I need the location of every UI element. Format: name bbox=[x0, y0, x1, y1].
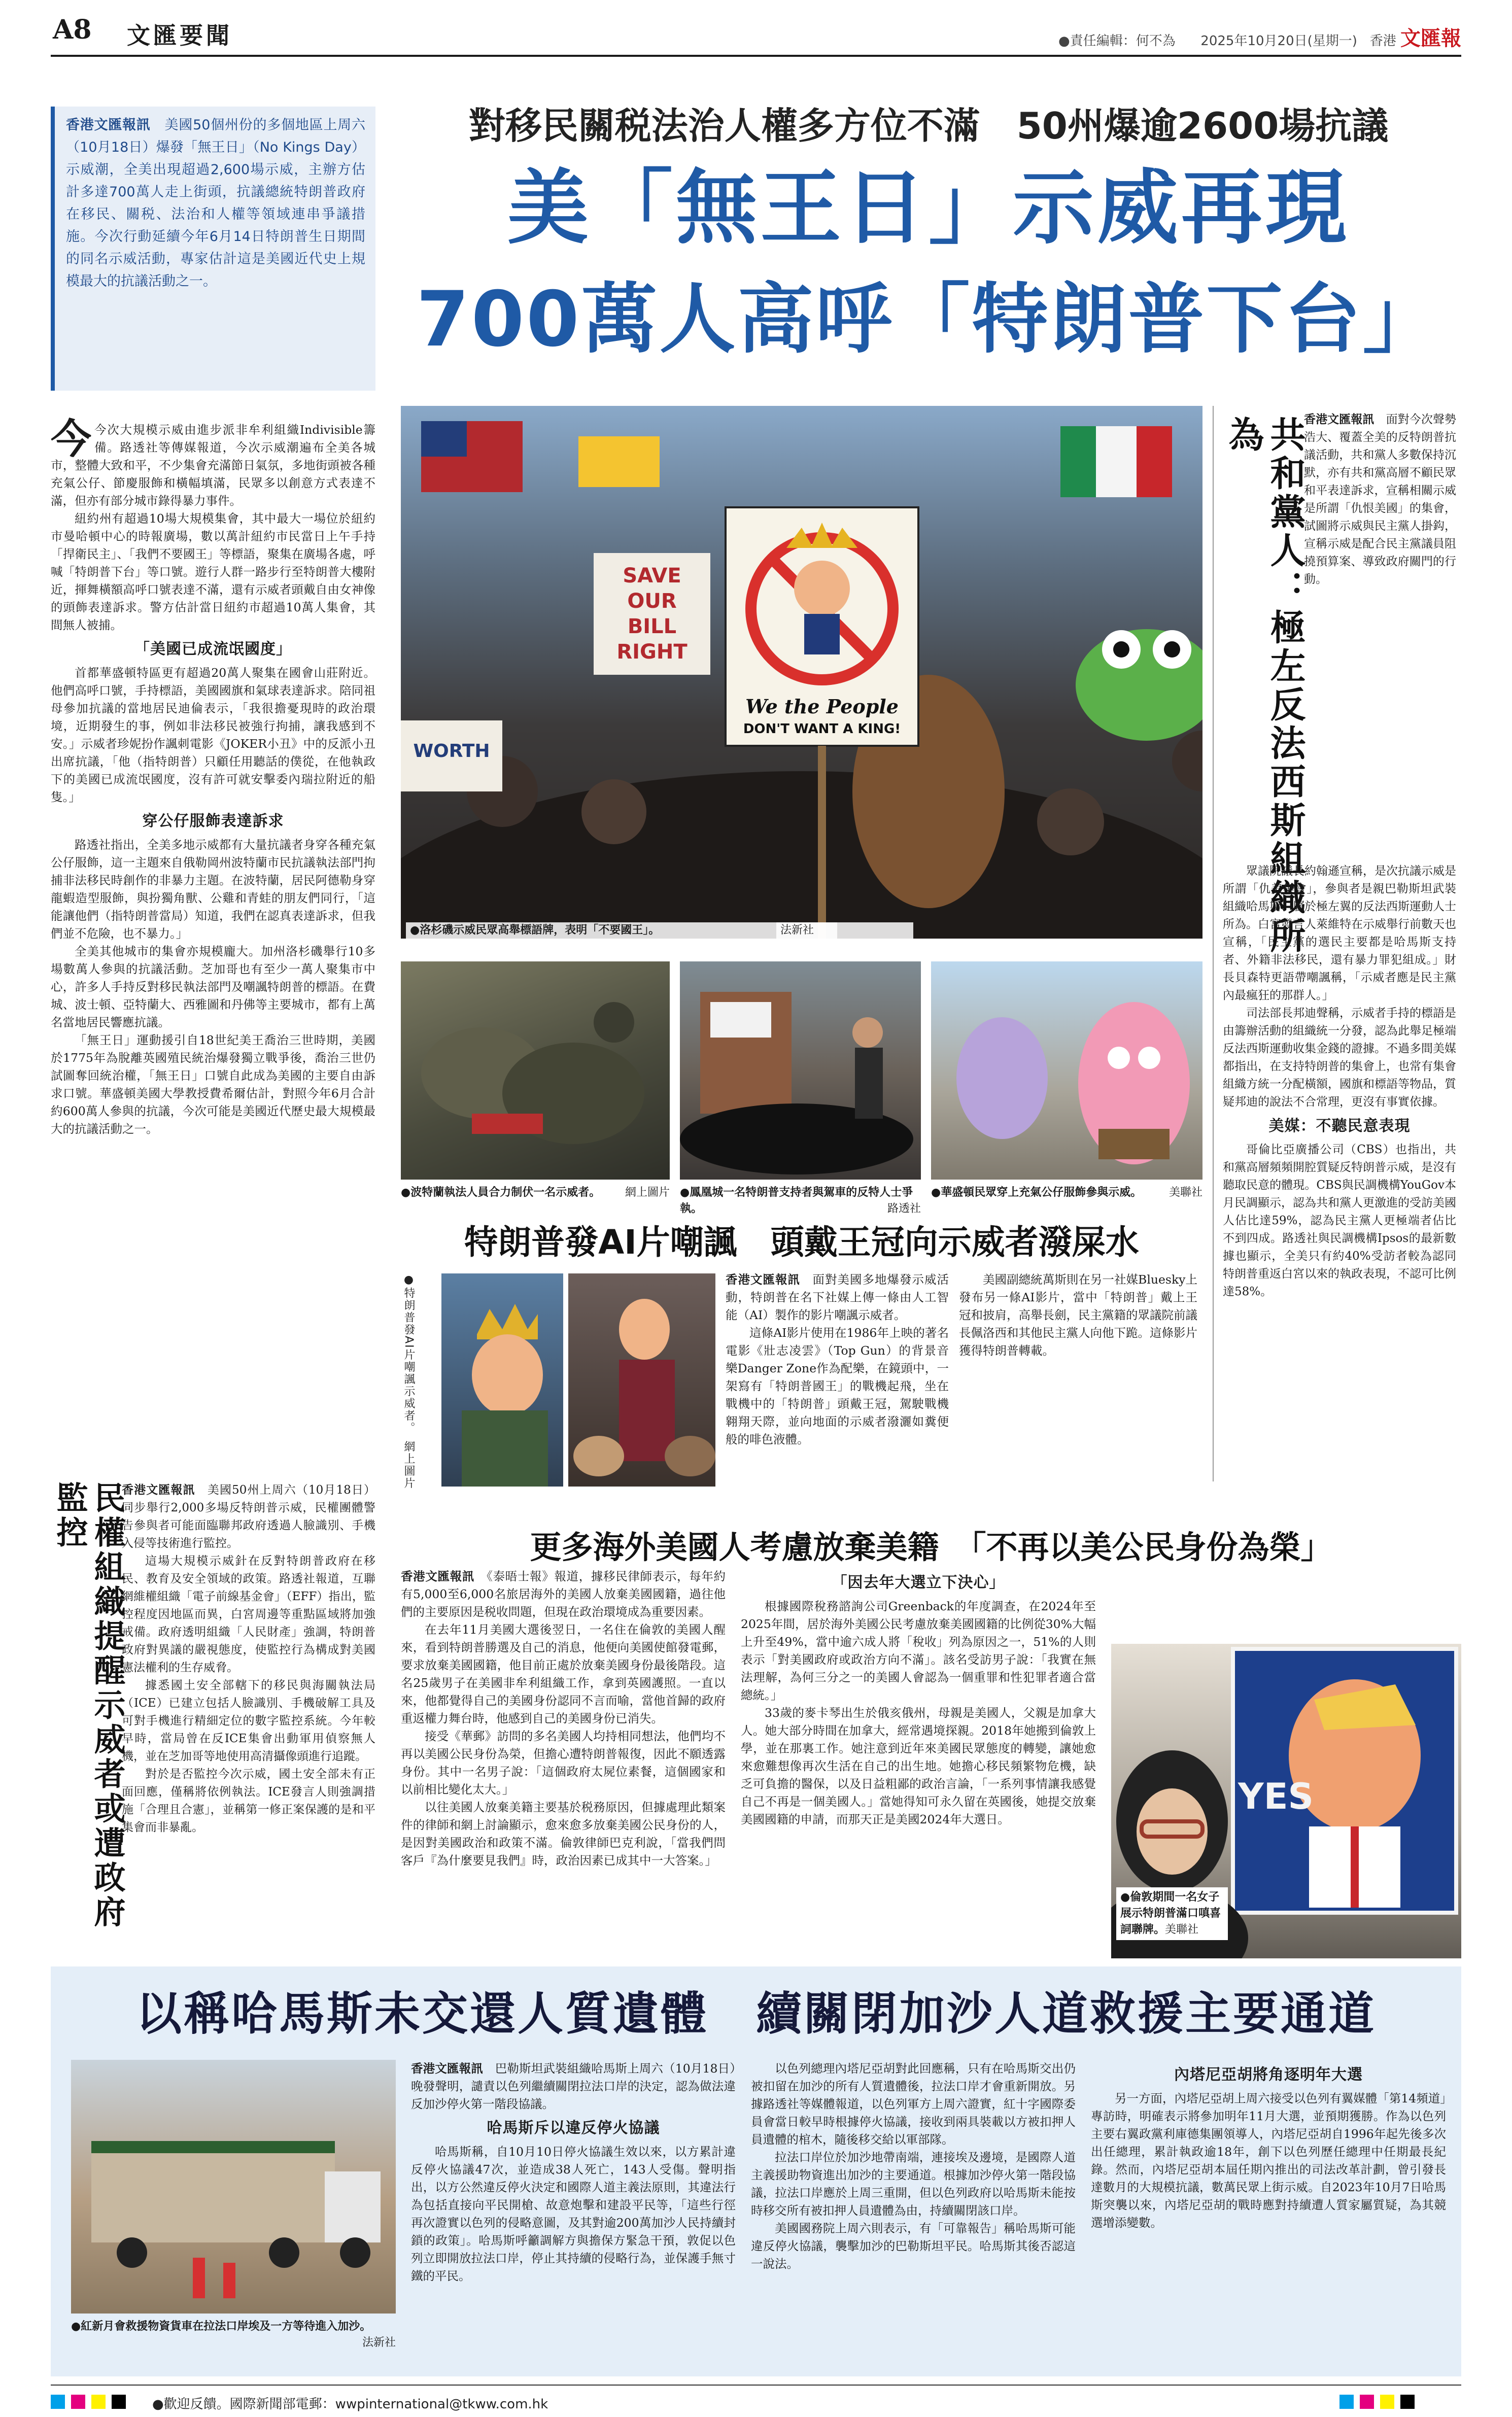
color-swatch-magenta bbox=[1360, 2395, 1374, 2409]
body-paragraph: 對於是否監控今次示威，國土安全部未有正面回應，僅稱將依例執法。ICE發言人則強調措施「合理且合憲」，並稱第一修正案保護的是和平集會而非暴亂。 bbox=[122, 1768, 375, 1834]
crowned-pilot-illustration bbox=[441, 1273, 563, 1487]
subhead: 「因去年大選立下決心」 bbox=[832, 1574, 1005, 1592]
subhead: 穿公仔服飾表達訴求 bbox=[142, 812, 284, 830]
issue-date: 2025年10月20日(星期一) bbox=[1200, 33, 1357, 49]
rafah-photo-caption: ●紅新月會救援物資貨車在拉法口岸埃及一方等待進入加沙。 法新社 bbox=[71, 2320, 396, 2349]
color-swatch-magenta bbox=[71, 2395, 85, 2409]
drop-cap: 今 bbox=[51, 415, 91, 463]
header-rule bbox=[51, 55, 1461, 57]
citizenship-body-2 bbox=[741, 1568, 1096, 1828]
body-paragraph: 另一方面，內塔尼亞胡上周六接受以色列有翼媒體「第14頻道」專訪時，明確表示將參加明年11月大選，並預期獲勝。作為以色列主要右翼政黨利庫德集團領導人，內塔尼亞胡自1996年起先後多次出任總理，累計執政逾18年，創下以色列歷任總理中任期最長紀錄。然而，內塔尼亞胡本屆任期內推出的司法改革計劃，曾引發長達數月的大規模抗議，數萬民眾上街示威。自2023年10月7日哈馬斯突襲以來，內塔尼亞胡的戰時應對持續遭人質家屬質疑，為其競選增添變數。 bbox=[1091, 2091, 1446, 2230]
body-paragraph: 根據國際稅務諮詢公司Greenback的年度調查，在2024年至2025年間，居於海外美國公民考慮放棄美國國籍的比例從30%大幅上升至49%，當中逾六成人將「稅收」列為原因之一，51%的人則表示「對美國政府或政治方向不滿」。該名受訪男子說：「我實在無法理解，為何三分之一的美國人會認為一個重罪和性犯罪者適合當總統。」 bbox=[741, 1599, 1096, 1702]
body-paragraph: 以色列總理內塔尼亞胡對此回應稱，只有在哈馬斯交出仍被扣留在加沙的所有人質遺體後，拉法口岸才會重新開放。另據路透社等媒體報道，以色列軍方上周六證實，紅十字國際委員會當日較早時根據停火協議，接收到兩具裝載以方被扣押人員遺體的棺木，隨後移交給以軍部隊。 bbox=[751, 2061, 1076, 2147]
portland-photo-caption: ●波特蘭執法人員合力制伏一名示威者。 網上圖片 bbox=[401, 1186, 670, 1199]
body-paragraph: 接受《華郵》訪問的多名美國人均持相同想法，他們均不再以美國公民身份為榮，但擔心遭特朗普報復，因此不願透露身份。其中一名男子說：「這個政府太屍位素餐，這個國家和以前相比變化太大。」 bbox=[401, 1729, 726, 1797]
intro-body: 美國50個州份的多個地區上周六（10月18日）爆發「無王日」（No Kings Day）示威潮，全美出現超過2,600場示威，主辦方估計多達700萬人走上街頭，抗議總統特朗普政府在移民、關税、法治和人權等領域連串爭議措施。今次行動延續今年6月14日特朗普生日期間的同名示威活動，專家估計這是美國近代史上規模最大的抗議活動之一。 bbox=[66, 117, 366, 289]
citizenship-body-1: 香港文匯報訊 《泰晤士報》報道，據移民律師表示，每年約有5,000至6,000名旅居海外的美國人放棄美國國籍，過往他們的主要原因是税收問題，但現在政治環境成為重要因素。 在去年11月美國大選後翌日，一名住在倫敦的美國人醒來，看到特朗普勝選及自己的消息，他便向美國使館發電郵，要求放棄美國國籍，他目前正處於放棄美國身份最後階段。這名25歲男子在美國非牟利組織工作，拿到英國護照。一直以來，他都覺得自己的美國身份認同不言而喻，當他首歸的政府重返權力舞台時，他感到自己的美國身份已消失。 接受《華郵》訪問的多名美國人均持相同想法，他們均不再以美國公民身份為榮，但擔心遭特朗普報復，因此不願透露身份。其中一名男子說：「這個政府太屍位素餐，這個國家和以前相比變化太大。」 以往美國人放棄美籍主要基於税務原因，但據處理此類案件的律師和網上討論顯示，愈來愈多放棄美國公民身份的人，是因對美國政治和政策不滿。倫敦律師巴克利說，「當我們問客戶『為什麼要見我們』時，政治因素已成其中一大答案。」 bbox=[401, 1568, 726, 1870]
portland-photo bbox=[401, 961, 670, 1180]
body-paragraph: 哥倫比亞廣播公司（CBS）也指出，共和黨高層頻頻開腔質疑反特朗普示威，是沒有聽取民意的體現。CBS與民調機構YouGov本月民調顯示，認為共和黨人更激進的受訪美國人佔比達59%，認為民主黨人更極端者佔比不到四成。路透社與民調機構Ipsos的最新數據也顯示，全美只有約40%受訪者較為認同特朗普重返白宮以來的執政表現，不認可比例達58%。 bbox=[1223, 1143, 1456, 1298]
body-paragraph: 美國副總統萬斯則在另一社媒Bluesky上發布另一條AI影片，當中「特朗普」戴上王冠和披肩，高舉長劍，民主黨籍的眾議院前議長佩洛西和其他民主黨人向他下跪。這條影片獲得特朗普轉載。 bbox=[959, 1272, 1197, 1358]
body-paragraph: 全美其他城市的集會亦規模龐大。加州洛杉磯舉行10多場數萬人參與的抗議活動。芝加哥也有至少一萬人聚集市中心，許多人手持反對移民執法部門及嘲諷特朗普的標語。在費城、波士頓、亞特蘭大、西雅圖和丹佛等主要城市，都有上萬名當地居民響應抗議。 bbox=[51, 944, 375, 1029]
dc-photo bbox=[931, 961, 1202, 1180]
header-meta bbox=[1058, 22, 1461, 51]
surveillance-body: 香港文匯報訊 美國50州上周六（10月18日）同步舉行2,000多場反特朗普示威，民權團體警告參與者可能面臨聯邦政府透過人臉識別、手機入侵等技術進行監控。 這場大規模示威針在反對特朗普政府在移民、教育及安全領域的政策。路透社報道，互聯網維權組織「電子前線基金會」（EFF）指出，監控程度因地區而異，白宮周邊等重點區域將加強戒備。政府透明組織「人民財產」強調，特朗普政府對異議的嚴視態度，使監控行為構成對美國憲法權利的生存威脅。 據悉國土安全部轄下的移民與海關執法局（ICE）已建立包括人臉識別、手機破解工具及可對手機進行精細定位的數字監控系統。今年較早時，當局曾在反ICE集會出動軍用偵察無人機，並在芝加哥等地使用高清攝像頭進行追蹤。 對於是否監控今次示威，國土安全部未有正面回應，僅稱將依例執法。ICE發言人則強調措施「合理且合憲」，並稱第一修正案保護的是和平集會而非暴亂。 bbox=[122, 1481, 375, 1837]
officers-illustration bbox=[401, 961, 670, 1180]
color-swatch-black bbox=[112, 2395, 126, 2409]
gaza-body-3 bbox=[1091, 2060, 1446, 2232]
body-paragraph: 哈馬斯稱，自10月10日停火協議生效以來，以方累計違反停火協議47次，並造成38人死亡，143人受傷。聲明指出，以方公然違反停火決定和國際人道主義法原則，其違法行為包括直接向平民開槍、故意炮擊和建設平民等，「這些行徑再次證實以色列的侵略意圖，及其對逾200萬加沙人民持續封鎖的政策」。哈馬斯呼籲調解方與擔保方緊急干預，敦促以色列立即開放拉法口岸，停止其持續的侵略行為，並保護手無寸鐵的平民。 bbox=[411, 2145, 736, 2283]
body-paragraph: 拉法口岸位於加沙地帶南端，連接埃及邊境，是國際人道主義援助物資進出加沙的主要通道。根據加沙停火第一階段協議，拉法口岸應於上周三重開，但以色列政府以哈馬斯未能按時移交所有被扣押人員遺體為由，持續關閉該口岸。 bbox=[751, 2150, 1076, 2218]
sign-we-the-people: We the People bbox=[745, 695, 899, 718]
subhead: 美媒：不聽民意表現 bbox=[1268, 1117, 1411, 1135]
body-paragraph: 這條AI影片使用在1986年上映的著名電影《壯志凌雲》（Top Gun）的背景音樂Danger Zone作為配樂，在鏡頭中，一架寫有「特朗普國王」的戰機起飛，坐在戰機中的「特朗普」頭戴王冠，駕駛戰機翱翔天際，並向地面的示威者潑灑如糞便般的啡色液體。 bbox=[726, 1326, 949, 1446]
dc-photo-caption: ●華盛頓民眾穿上充氣公仔服飾參與示威。 美聯社 bbox=[931, 1186, 1202, 1199]
main-headline-line2: 700萬人高呼「特朗普下台」 bbox=[416, 275, 1441, 364]
subhead: 哈馬斯斥以違反停火協議 bbox=[487, 2119, 660, 2137]
intro-text bbox=[66, 114, 365, 293]
ai-video-body-2 bbox=[959, 1271, 1197, 1360]
phoenix-photo bbox=[680, 961, 921, 1180]
protest-crowd-illustration bbox=[401, 406, 1202, 939]
body-paragraph: 司法部長邦迪聲稱，示威者手持的標語是由籌辦活動的組織統一分發，認為此舉足極端反法西斯運動收集金錢的證據。不過多間美媒都指出，在支持特朗普的集會上，也常有集會組織方統一分配橫額，國旗和標語等物品，質疑邦迪的說法不合常理，更沒有事實依據。 bbox=[1223, 1007, 1456, 1109]
newspaper-logo: 文匯報 bbox=[1400, 26, 1461, 50]
ai-video-still-1 bbox=[441, 1273, 563, 1487]
body-paragraph: 以往美國人放棄美籍主要基於税務原因，但據處理此類案件的律師和網上討論顯示，愈來愈多放棄美國公民身份的人，是因對美國政治和政策不滿。倫敦律師巴克利說，「當我們問客戶『為什麼要見我們』時，政治因素已成其中一大答案。」 bbox=[401, 1800, 726, 1868]
inflatable-costumes-illustration bbox=[931, 961, 1202, 1180]
subhead: 內塔尼亞胡將角逐明年大選 bbox=[1174, 2066, 1363, 2084]
london-photo-caption: ●倫敦期間一名女子展示特朗普滿口嗔喜詞聯牌。美聯社 bbox=[1116, 1887, 1228, 1940]
footer-rule bbox=[51, 2385, 1461, 2386]
side-story-body-top: 香港文匯報訊 面對今次聲勢浩大、覆蓋全美的反特朗普抗議活動，共和黨人多數保持沉默，亦有共和黨高層不顧民眾和平表達訴求，宣稱相關示威是所謂「仇恨美國」的集會，試圖將示威與民主黨人掛鈎，宣稱示威是配合民主黨議員阻撓預算案、導致政府關門的行動。 bbox=[1304, 413, 1457, 586]
ai-video-vertical-caption: ●特朗普發AI片嘲諷示威者。 網上圖片 bbox=[402, 1273, 415, 1490]
sign-yes-text: YES bbox=[1238, 1776, 1314, 1817]
car-dispute-illustration bbox=[680, 961, 921, 1180]
region-label: 香港 bbox=[1369, 33, 1396, 49]
main-photo-caption: ●洛杉磯示威民眾高舉標語牌，表明「不要國王」。 bbox=[406, 922, 913, 939]
editor-credit: ●責任編輯：何不為 bbox=[1058, 33, 1176, 49]
ai-video-body-1: 香港文匯報訊 面對美國多地爆發示威活動，特朗普在名下社媒上傳一條由人工智能（AI）製作的影片嘲諷示威者。 這條AI影片使用在1986年上映的著名電影《壯志凌雲》（Top Gun）的背景音樂Danger Zone作為配樂，在鏡頭中，一架寫有「特朗普國王」的戰機起飛，坐在戰機中的「特朗普」頭戴王冠，駕駛戰機翱翔天際，並向地面的示威者潑灑如糞便般的啡色液體。 bbox=[726, 1271, 949, 1448]
sign-worth-text: WORTH bbox=[413, 741, 490, 762]
footer-text: ●歡迎反饋。國際新聞部電郵：wwpinternational@tkww.com.hk bbox=[152, 2397, 548, 2412]
gaza-body-1: 香港文匯報訊 巴勒斯坦武裝組織哈馬斯上周六（10月18日）晚發聲明，譴責以色列繼續關閉拉法口岸的決定，認為做法違反加沙停火第一階段協議。 哈馬斯斥以違反停火協議 哈馬斯稱，自10月10日停火協議生效以來，以方累計違反停火協議47次，並造成38人死亡，143人受傷。聲明指出，以方公然違反停火決定和國際人道主義法原則，其違法行為包括直接向平民開槍、故意炮擊和建設平民等，「這些行徑再次證實以色列的侵略意圖，及其對逾200萬加沙人民持續封鎖的政策」。哈馬斯呼籲調解方與擔保方緊急干預，敦促以色列立即開放拉法口岸，停止其持續的侵略行為，並保護手無寸鐵的平民。 bbox=[411, 2060, 736, 2285]
body-paragraph: 紐約州有超過10場大規模集會，其中最大一場位於紐約市曼哈頓中心的時報廣場，數以萬計紐約市民當日上午手持「捍衛民主」、「我們不要國王」等標語，聚集在廣場各處，呼喊「特朗普下台」等口號。遊行人群一路步行至特朗普大樓附近，揮舞橫額高呼口號表達不滿，還有示威者頭戴自由女神像的頭飾表達訴求。警方估計當日紐約市超過10萬人集會，其間無人被捕。 bbox=[51, 511, 375, 632]
rafah-photo bbox=[71, 2060, 396, 2314]
citizenship-headline: 更多海外美國人考慮放棄美籍 「不再以美公民身份為榮」 bbox=[530, 1529, 1332, 1566]
color-swatch-yellow bbox=[1380, 2395, 1394, 2409]
body-paragraph: 路透社指出，全美多地示威都有大量抗議者身穿各種充氣公仔服飾，這一主題來自俄勒岡州波特蘭市民抗議執法部門拘捕非法移民時創作的非暴力主題。在波特蘭，居民阿德勒身穿龍蝦造型服飾，與扮獨角獸、公雞和青蛙的朋友們同行，「這能讓他們（指特朗普當局）知道，我們在認真表達訴求，但我們並不危險，也不暴力。」 bbox=[51, 838, 375, 941]
ai-video-still-2 bbox=[568, 1273, 715, 1487]
color-swatch-cyan bbox=[1339, 2395, 1354, 2409]
body-paragraph: 這場大規模示威針在反對特朗普政府在移民、教育及安全領域的政策。路透社報道，互聯網維權組織「電子前線基金會」（EFF）指出，監控程度因地區而異，白宮周邊等重點區域將加強戒備。政府透明組織「人民財產」強調，特朗普政府對異議的嚴視態度，使監控行為構成對美國憲法權利的生存威脅。 bbox=[122, 1555, 375, 1674]
main-headline-line1: 美「無王日」示威再現 bbox=[507, 160, 1350, 255]
phoenix-photo-caption: ●鳳凰城一名特朗普支持者與駕車的反特人士爭執。 路透社 bbox=[680, 1186, 921, 1215]
main-photo-credit: 法新社 bbox=[776, 922, 837, 939]
body-paragraph: 眾議院議長約翰遜宣稱，是次抗議示威是所謂「仇美集會」，參與者是親巴勒斯坦武裝組織哈馬斯、屬於極左翼的反法西斯運動人士所為。白宮發言人萊維特在示威舉行前數天也宣稱，「民主黨的選民主要都是哈馬斯支持者、外籍非法移民，還有暴力罪犯組成。」財長貝森特更語帶嘲諷稱，「示威者應是民主黨內最瘋狂的那群人。」 bbox=[1223, 865, 1456, 1002]
section-title: 文匯要聞 bbox=[127, 22, 232, 49]
body-paragraph: 33歲的麥卡琴出生於俄亥俄州，母親是美國人，父親是加拿大人。她大部分時間在加拿大，經常遇境探親。2018年她搬到倫敦上學，並在那裏工作。她注意到近年來美國民眾態度的轉變，讓她愈來愈難想像再次生活在自己的出生地。她擔心移民頻繁物危機，缺乏可負擔的醫保，以及日益粗鄙的政治言論，「一系列事情讓我感覺自己不再是一個美國人。」當她得知可永久留在英國後，她提交放棄美國國籍的申請，而那天正是美國2024年大選日。 bbox=[741, 1706, 1096, 1826]
side-story-body bbox=[1223, 862, 1456, 1301]
ai-video-headline: 特朗普發AI片嘲諷 頭戴王冠向示威者潑屎水 bbox=[464, 1223, 1139, 1262]
body-paragraph: 首都華盛頓特區更有超過20萬人聚集在國會山莊附近。他們高呼口號，手持標語，美國國旗和氣球表達訴求。陪同祖母參加抗議的當地居民迪倫表示，「我很擔憂現時的政治環境，近期發生的事，例如非法移民被強行拘捕，讓我感到不安。」示威者珍妮扮作諷刺電影《JOKER小丑》中的反派小丑出席抗議，「他（指特朗普）只顧任用聽話的僕從，在他執政下的美國已成流氓國度，沒有許可就安擊委內瑞拉附近的船隻。」 bbox=[51, 666, 375, 804]
gaza-body-2 bbox=[751, 2060, 1076, 2273]
sign-dont-want-a-king: DON'T WANT A KING! bbox=[743, 721, 901, 737]
kneeling-figures-illustration bbox=[568, 1273, 715, 1487]
top-story-body-left bbox=[51, 415, 375, 1138]
body-paragraph: 「無王日」運動援引自18世紀美王喬治三世時期，美國於1775年為脫離英國殖民統治爆發獨立戰爭後，喬治三世仍試圖奪回統治權，「無王日」口號自此成為美國的主要自由訴求口號。華盛頓美國大學教授費希爾估計，對照今年6月合計約600萬人參與的抗議，今次可能是美國近代歷史最大規模最大的抗議活動之一。 bbox=[51, 1033, 375, 1136]
body-paragraph: 據悉國土安全部轄下的移民與海關執法局（ICE）已建立包括人臉識別、手機破解工具及可對手機進行精細定位的數字監控系統。今年較早時，當局曾在反ICE集會出動軍用偵察無人機，並在芝加哥等地使用高清攝像頭進行追蹤。 bbox=[122, 1679, 375, 1763]
page-number: A8 bbox=[53, 14, 92, 45]
body-paragraph: 在去年11月美國大選後翌日，一名住在倫敦的美國人醒來，看到特朗普勝選及自己的消息，他便向美國使館發電郵，要求放棄美國國籍，他目前正處於放棄美國身份最後階段。這名25歲男子在美國非牟利組織工作，拿到英國護照。一直以來，他都覺得自己的美國身份認同不言而喻，當他首歸的政府重返權力舞台時，他感到自己的美國身份已消失。 bbox=[401, 1622, 726, 1725]
intro-byline: 香港文匯報訊 bbox=[66, 117, 151, 133]
gaza-headline: 以稱哈馬斯未交還人質遺體 續關閉加沙人道救援主要通道 bbox=[136, 1987, 1376, 2041]
side-story-vertical-title: 共和黨人：極左反法西斯組織所為 bbox=[1223, 416, 1306, 956]
color-swatch-black bbox=[1400, 2395, 1415, 2409]
body-paragraph: 美國國務院上周六則表示，有「可靠報告」稱哈馬斯可能違反停火協議，襲擊加沙的巴勒斯坦平民。哈馬斯其後否認這一說法。 bbox=[751, 2221, 1076, 2271]
body-paragraph: 今今次大規模示威由進步派非牟利組織Indivisible籌備。路透社等傳媒報道，今次示威潮遍布全美各城市，整體大致和平，不少集會充滿節日氣氛，多地街頭被各種充氣公仔、節慶服飾和橫幅填滿，民眾多以創意方式表達不滿，但亦有部分城市錄得暴力事件。 bbox=[51, 415, 375, 508]
color-swatch-yellow bbox=[91, 2395, 106, 2409]
color-swatch-cyan bbox=[51, 2395, 65, 2409]
kicker: 對移民關税法治人權多方位不滿 50州爆逾2600場抗議 bbox=[468, 105, 1389, 147]
aid-trucks-illustration bbox=[71, 2060, 396, 2314]
sign-save-text: SAVE OUR BILL RIGHT bbox=[616, 564, 688, 664]
surveillance-vertical-title: 民權組織提醒示威者或遭政府監控 bbox=[51, 1481, 126, 1930]
subhead: 「美國已成流氓國度」 bbox=[134, 640, 292, 658]
main-photo bbox=[401, 406, 1202, 939]
